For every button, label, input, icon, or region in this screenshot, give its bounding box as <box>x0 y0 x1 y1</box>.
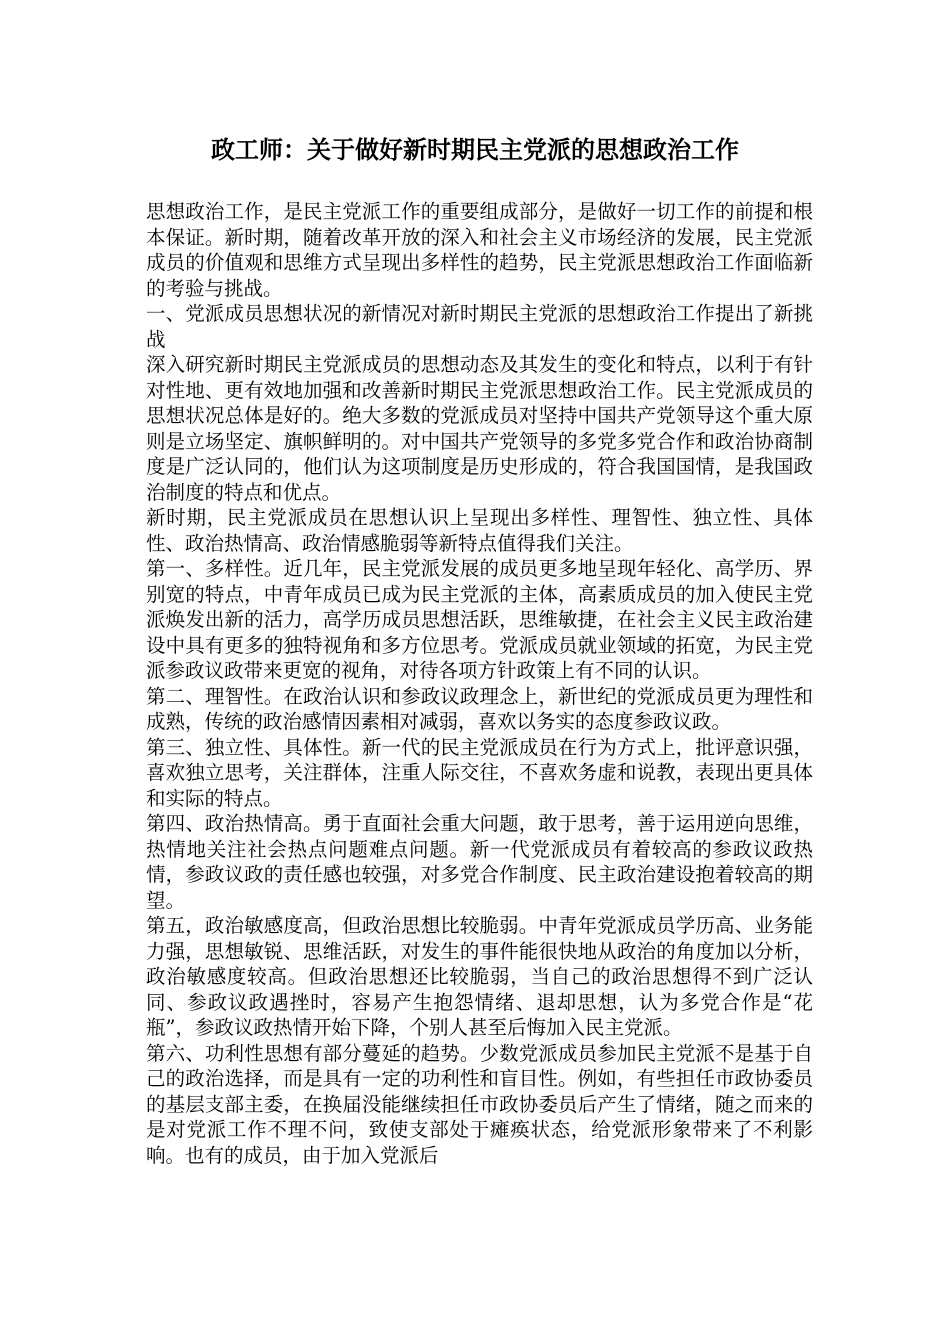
document-title: 政工师：关于做好新时期民主党派的思想政治工作 <box>211 135 739 164</box>
paragraph-point-2: 第二、理智性。在政治认识和参政议政理念上，新世纪的党派成员更为理性和成熟，传统的政治感情因素相对减弱，喜欢以务实的态度参政议政。 <box>146 684 813 733</box>
paragraph: 深入研究新时期民主党派成员的思想动态及其发生的变化和特点，以利于有针对性地、更有效地加强和改善新时期民主党派思想政治工作。民主党派成员的思想状况总体是好的。绝大多数的党派成员对坚持中国共产党领导这个重大原则是立场坚定、旗帜鲜明的。对中国共产党领导的多党多党合作和政治协商制度是广泛认同的，他们认为这项制度是历史形成的，符合我国国情，是我国政治制度的特点和优点。 <box>146 353 813 504</box>
paragraph-point-3: 第三、独立性、具体性。新一代的民主党派成员在行为方式上，批评意识强，喜欢独立思考，关注群体，注重人际交往，不喜欢务虚和说教，表现出更具体和实际的特点。 <box>146 735 813 810</box>
paragraph-point-6: 第六、功利性思想有部分蔓延的趋势。少数党派成员参加民主党派不是基于自己的政治选择，而是具有一定的功利性和盲目性。例如，有些担任市政协委员的基层支部主委，在换届没能继续担任市政协委员后产生了情绪，随之而来的是对党派工作不理不问，致使支部处于瘫痪状态，给党派形象带来了不利影响。也有的成员，由于加入党派后 <box>146 1041 813 1167</box>
paragraph-intro: 思想政治工作，是民主党派工作的重要组成部分，是做好一切工作的前提和根本保证。新时期，随着改革开放的深入和社会主义市场经济的发展，民主党派成员的价值观和思维方式呈现出多样性的趋势，民主党派思想政治工作面临新的考验与挑战。 <box>146 200 813 300</box>
paragraph: 新时期，民主党派成员在思想认识上呈现出多样性、理智性、独立性、具体性、政治热情高、政治情感脆弱等新特点值得我们关注。 <box>146 506 813 555</box>
paragraph-point-1: 第一、多样性。近几年，民主党派发展的成员更多地呈现年轻化、高学历、界别宽的特点，中青年成员已成为民主党派的主体，高素质成员的加入使民主党派焕发出新的活力，高学历成员思想活跃，思维敏捷，在社会主义民主政治建设中具有更多的独特视角和多方位思考。党派成员就业领域的拓宽，为民主党派参政议政带来更宽的视角，对待各项方针政策上有不同的认识。 <box>146 557 813 682</box>
paragraph-point-5: 第五，政治敏感度高，但政治思想比较脆弱。中青年党派成员学历高、业务能力强，思想敏锐、思维活跃，对发生的事件能很快地从政治的角度加以分析，政治敏感度较高。但政治思想还比较脆弱，当自己的政治思想得不到广泛认同、参政议政遇挫时，容易产生抱怨情绪、退却思想，认为多党合作是“花瓶”，参政议政热情开始下降，个别人甚至后悔加入民主党派。 <box>146 914 813 1039</box>
document-body <box>146 199 813 1168</box>
paragraph-point-4: 第四、政治热情高。勇于直面社会重大问题，敢于思考，善于运用逆向思维，热情地关注社会热点问题难点问题。新一代党派成员有着较高的参政议政热情，参政议政的责任感也较强，对多党合作制度、民主政治建设抱着较高的期望。 <box>146 812 813 912</box>
section-heading-1: 一、党派成员思想状况的新情况对新时期民主党派的思想政治工作提出了新挑战 <box>146 302 813 351</box>
